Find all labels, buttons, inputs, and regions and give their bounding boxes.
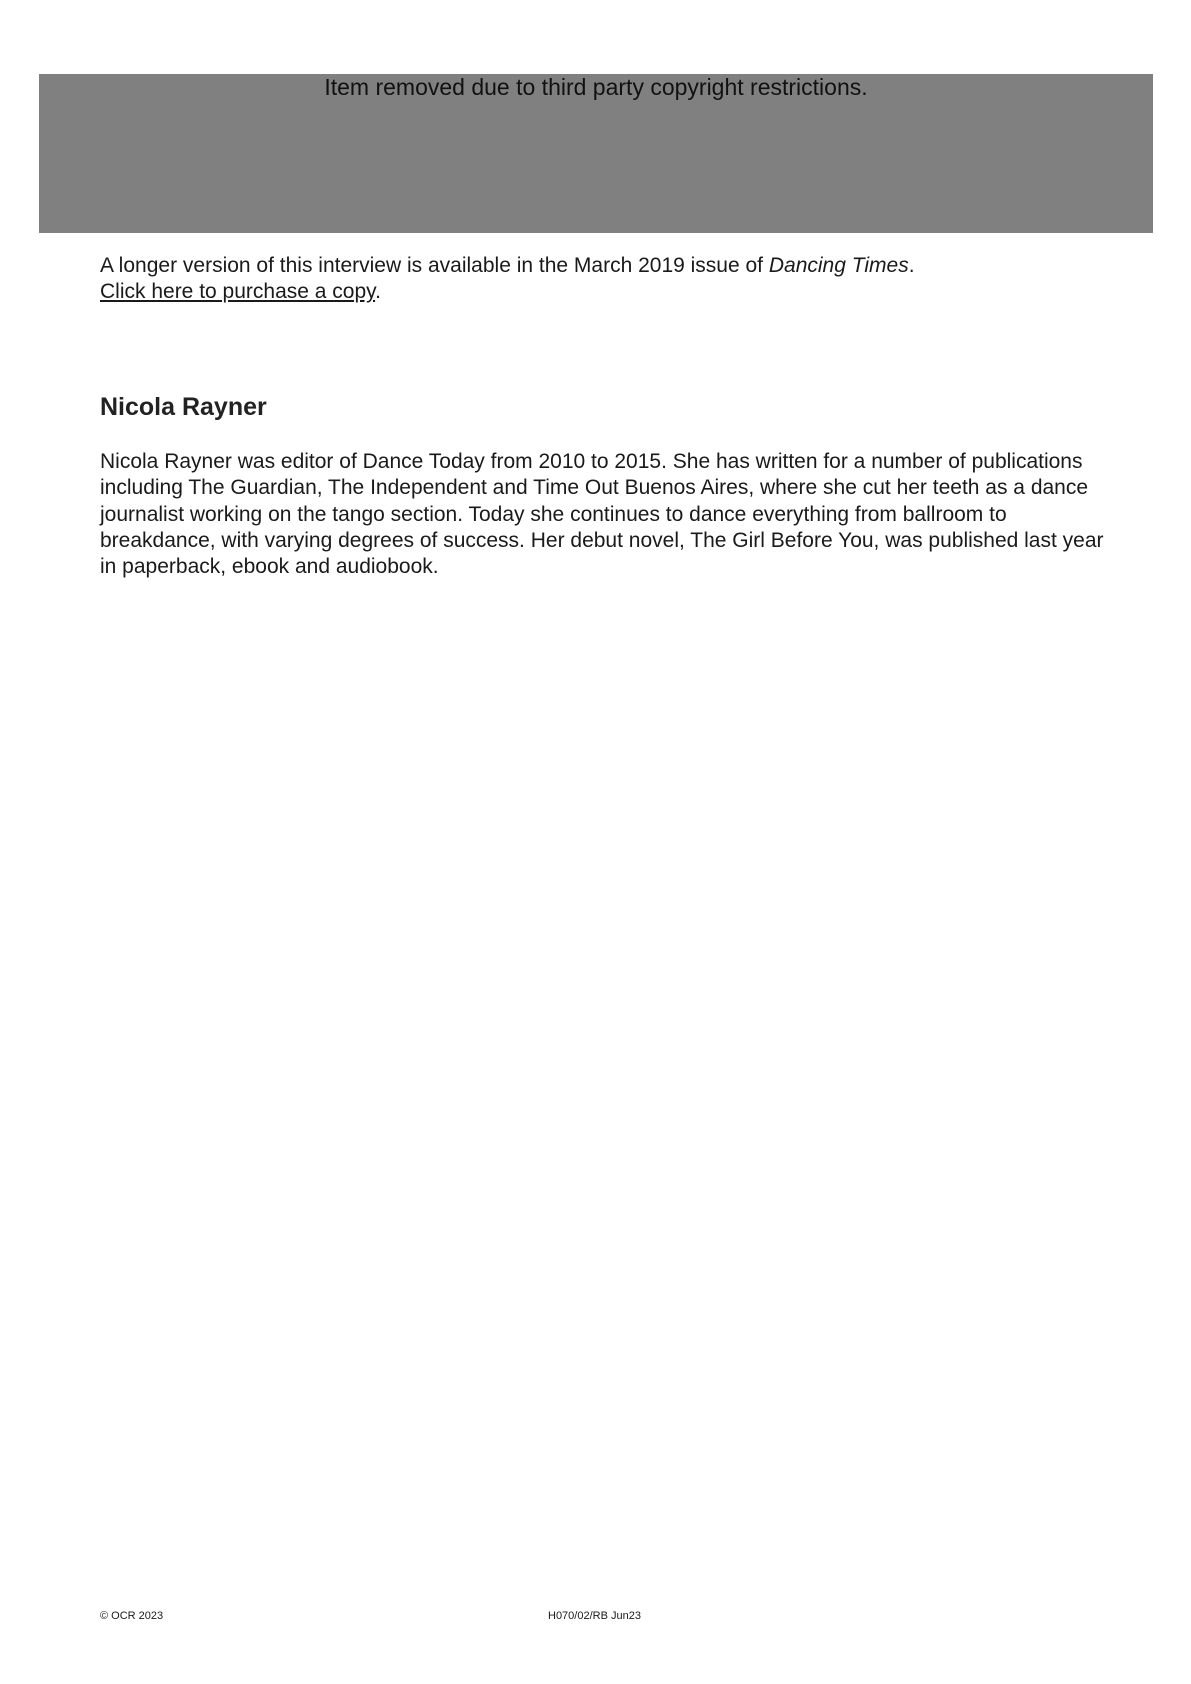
source-note-period: . — [908, 254, 915, 277]
purchase-copy-link[interactable]: Click here to purchase a copy — [100, 280, 376, 303]
link-period: . — [375, 280, 381, 303]
author-bio: Nicola Rayner was editor of Dance Today from 2010 to 2015. She has written for a number of publications including The Guardian, The Independent and Time Out Buenos Aires, where she cut her teeth as a dance journalist working on the tango section. Today she continues to dance everything from ballroom to breakdance, with varying degrees of success. Her debut novel, The Girl Before You, was published last year in paperback, ebook and audiobook. — [100, 450, 1104, 579]
source-note — [100, 253, 1100, 305]
redacted-image-placeholder — [39, 74, 1153, 233]
source-note-text: A longer version of this interview is available in the March 2019 issue of — [100, 254, 769, 277]
footer-copyright: © OCR 2023 — [100, 1610, 164, 1622]
footer-reference: H070/02/RB Jun23 — [548, 1610, 641, 1622]
publication-title: Dancing Times — [768, 254, 909, 277]
copyright-removal-notice: Item removed due to third party copyright restrictions. — [324, 74, 868, 100]
author-name-heading: Nicola Rayner — [100, 393, 267, 421]
